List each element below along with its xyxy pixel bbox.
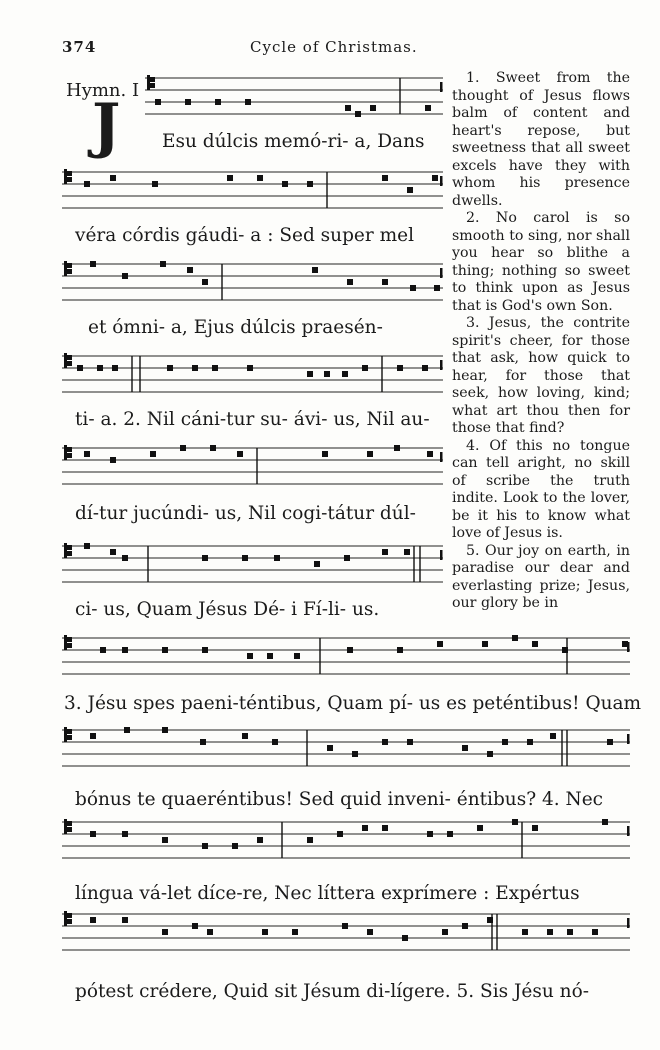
neume: [312, 267, 318, 273]
lyric-line: dí-tur jucúndi- us, Nil cogi-tátur dúl-: [75, 503, 416, 524]
c-clef: [64, 727, 67, 742]
neume: [245, 99, 251, 105]
lyric-line: 3. Jésu spes paeni-téntibus, Quam pí- us es peténtibus! Quam: [64, 693, 642, 714]
custos: [440, 82, 443, 92]
neume: [355, 111, 361, 117]
neume: [122, 273, 128, 279]
neume: [227, 175, 233, 181]
c-clef: [64, 543, 67, 558]
neume: [202, 555, 208, 561]
neume: [262, 929, 268, 935]
neume: [367, 451, 373, 457]
neume: [307, 371, 313, 377]
neume: [434, 285, 440, 291]
lyric-line: véra córdis gáudi- a : Sed super mel: [75, 225, 415, 246]
neume: [397, 647, 403, 653]
neume: [215, 99, 221, 105]
neume: [247, 653, 253, 659]
neume: [462, 923, 468, 929]
custos: [627, 734, 630, 744]
lyric-line: ti- a. 2. Nil cáni-tur su- ávi- us, Nil au-: [75, 409, 430, 430]
neume: [100, 647, 106, 653]
neume: [90, 917, 96, 923]
neume: [337, 831, 343, 837]
translation-stanza: 3. Jesus, the contrite spirit's cheer, for those that ask, how quick to hear, for those that seek, how loving, kind; what art thou then for those that find?: [452, 315, 630, 436]
neume: [272, 739, 278, 745]
neume: [187, 267, 193, 273]
neume: [267, 653, 273, 659]
neume: [407, 739, 413, 745]
neume: [425, 105, 431, 111]
neume: [477, 825, 483, 831]
neume: [532, 641, 538, 647]
neume: [427, 451, 433, 457]
c-clef: [64, 169, 67, 184]
neume: [382, 279, 388, 285]
neume: [342, 371, 348, 377]
c-clef: [64, 819, 67, 834]
lyric-line: língua vá-let díce-re, Nec líttera exprímere : Expértus: [75, 883, 580, 904]
c-clef: [64, 261, 67, 276]
c-clef: [64, 445, 67, 460]
neume: [592, 929, 598, 935]
neume: [257, 175, 263, 181]
neume: [202, 843, 208, 849]
neume: [162, 647, 168, 653]
neume: [210, 445, 216, 451]
music-staff: [62, 540, 443, 594]
neume: [344, 555, 350, 561]
translation-stanza: 1. Sweet from the thought of Jesus flows balm of content and heart's repose, but sweetness that all sweet excels have they with whom his presence dwells.: [452, 70, 630, 209]
neume: [422, 365, 428, 371]
neume: [547, 929, 553, 935]
neume: [482, 641, 488, 647]
neume: [162, 929, 168, 935]
music-staff: [62, 632, 630, 686]
neume: [257, 837, 263, 843]
neume: [160, 261, 166, 267]
music-staff: [62, 442, 443, 496]
neume: [462, 745, 468, 751]
music-staff: [62, 724, 630, 778]
c-clef: [147, 75, 150, 90]
neume: [314, 561, 320, 567]
neume: [122, 917, 128, 923]
neume: [427, 831, 433, 837]
neume: [410, 285, 416, 291]
drop-cap: J: [92, 91, 121, 161]
neume: [90, 831, 96, 837]
neume: [185, 99, 191, 105]
custos: [627, 642, 630, 652]
neume: [487, 917, 493, 923]
neume: [437, 641, 443, 647]
neume: [502, 739, 508, 745]
neume: [90, 733, 96, 739]
custos: [440, 550, 443, 560]
neume: [512, 635, 518, 641]
neume: [242, 555, 248, 561]
english-translation: [452, 70, 630, 613]
neume: [247, 365, 253, 371]
c-clef: [64, 911, 67, 926]
neume: [307, 181, 313, 187]
neume: [562, 647, 568, 653]
neume: [232, 843, 238, 849]
page-number: 374: [62, 38, 97, 56]
neume: [122, 831, 128, 837]
neume: [124, 727, 130, 733]
neume: [90, 261, 96, 267]
neume: [442, 929, 448, 935]
neume: [110, 549, 116, 555]
neume: [122, 647, 128, 653]
music-staff: [62, 350, 443, 404]
neume: [567, 929, 573, 935]
neume: [347, 647, 353, 653]
lyric-line: ci- us, Quam Jésus Dé- i Fí-li- us.: [75, 599, 380, 620]
hymn-label: Hymn. I: [66, 80, 140, 101]
neume: [77, 365, 83, 371]
neume: [522, 929, 528, 935]
c-clef: [64, 635, 67, 650]
neume: [162, 727, 168, 733]
neume: [382, 825, 388, 831]
neume: [347, 279, 353, 285]
neume: [602, 819, 608, 825]
neume: [200, 739, 206, 745]
neume: [407, 187, 413, 193]
neume: [110, 175, 116, 181]
neume: [394, 445, 400, 451]
lyric-line: Esu dúlcis memó-ri- a, Dans: [162, 131, 425, 152]
neume: [294, 653, 300, 659]
neume: [167, 365, 173, 371]
translation-stanza: 5. Our joy on earth, in paradise our dear and everlasting prize; Jesus, our glory be in: [452, 542, 630, 611]
custos: [440, 452, 443, 462]
neume: [274, 555, 280, 561]
neume: [550, 733, 556, 739]
neume: [324, 371, 330, 377]
neume: [112, 365, 118, 371]
neume: [404, 549, 410, 555]
neume: [180, 445, 186, 451]
neume: [382, 549, 388, 555]
neume: [532, 825, 538, 831]
neume: [367, 929, 373, 935]
neume: [150, 451, 156, 457]
neume: [327, 745, 333, 751]
neume: [292, 929, 298, 935]
neume: [370, 105, 376, 111]
translation-stanza: 2. No carol is so smooth to sing, nor shall you hear so blithe a thing; nothing so sweet to think upon as Jesus that is God's own Son.: [452, 210, 630, 314]
neume: [282, 181, 288, 187]
neume: [192, 365, 198, 371]
neume: [487, 751, 493, 757]
neume: [432, 175, 438, 181]
neume: [162, 837, 168, 843]
neume: [97, 365, 103, 371]
neume: [362, 365, 368, 371]
neume: [84, 451, 90, 457]
neume: [397, 365, 403, 371]
neume: [122, 555, 128, 561]
neume: [202, 279, 208, 285]
running-title: Cycle of Christmas.: [250, 38, 418, 56]
neume: [152, 181, 158, 187]
neume: [352, 751, 358, 757]
neume: [110, 457, 116, 463]
neume: [527, 739, 533, 745]
neume: [362, 825, 368, 831]
custos: [440, 268, 443, 278]
music-staff: [62, 258, 443, 312]
music-staff: [145, 72, 443, 126]
neume: [345, 105, 351, 111]
neume: [237, 451, 243, 457]
neume: [447, 831, 453, 837]
neume: [307, 837, 313, 843]
lyric-line: et ómni- a, Ejus dúlcis praesén-: [88, 317, 383, 338]
custos: [627, 918, 630, 928]
neume: [322, 451, 328, 457]
translation-stanza: 4. Of this no tongue can tell aright, no skill of scribe the truth indite. Look to the lover, be it his to know what love of Jesus is.: [452, 437, 630, 541]
lyric-line: bónus te quaeréntibus! Sed quid inveni- éntibus? 4. Nec: [75, 789, 604, 810]
neume: [84, 543, 90, 549]
neume: [512, 819, 518, 825]
neume: [242, 733, 248, 739]
neume: [382, 739, 388, 745]
neume: [192, 923, 198, 929]
custos: [627, 826, 630, 836]
lyric-line: pótest crédere, Quid sit Jésum di-lígere. 5. Sis Jésu nó-: [75, 981, 589, 1002]
c-clef: [64, 353, 67, 368]
neume: [607, 739, 613, 745]
custos: [440, 176, 443, 186]
neume: [212, 365, 218, 371]
neume: [155, 99, 161, 105]
neume: [207, 929, 213, 935]
neume: [402, 935, 408, 941]
neume: [84, 181, 90, 187]
music-staff: [62, 816, 630, 870]
neume: [202, 647, 208, 653]
neume: [382, 175, 388, 181]
music-staff: [62, 908, 630, 962]
neume: [342, 923, 348, 929]
custos: [440, 360, 443, 370]
music-staff: [62, 166, 443, 220]
